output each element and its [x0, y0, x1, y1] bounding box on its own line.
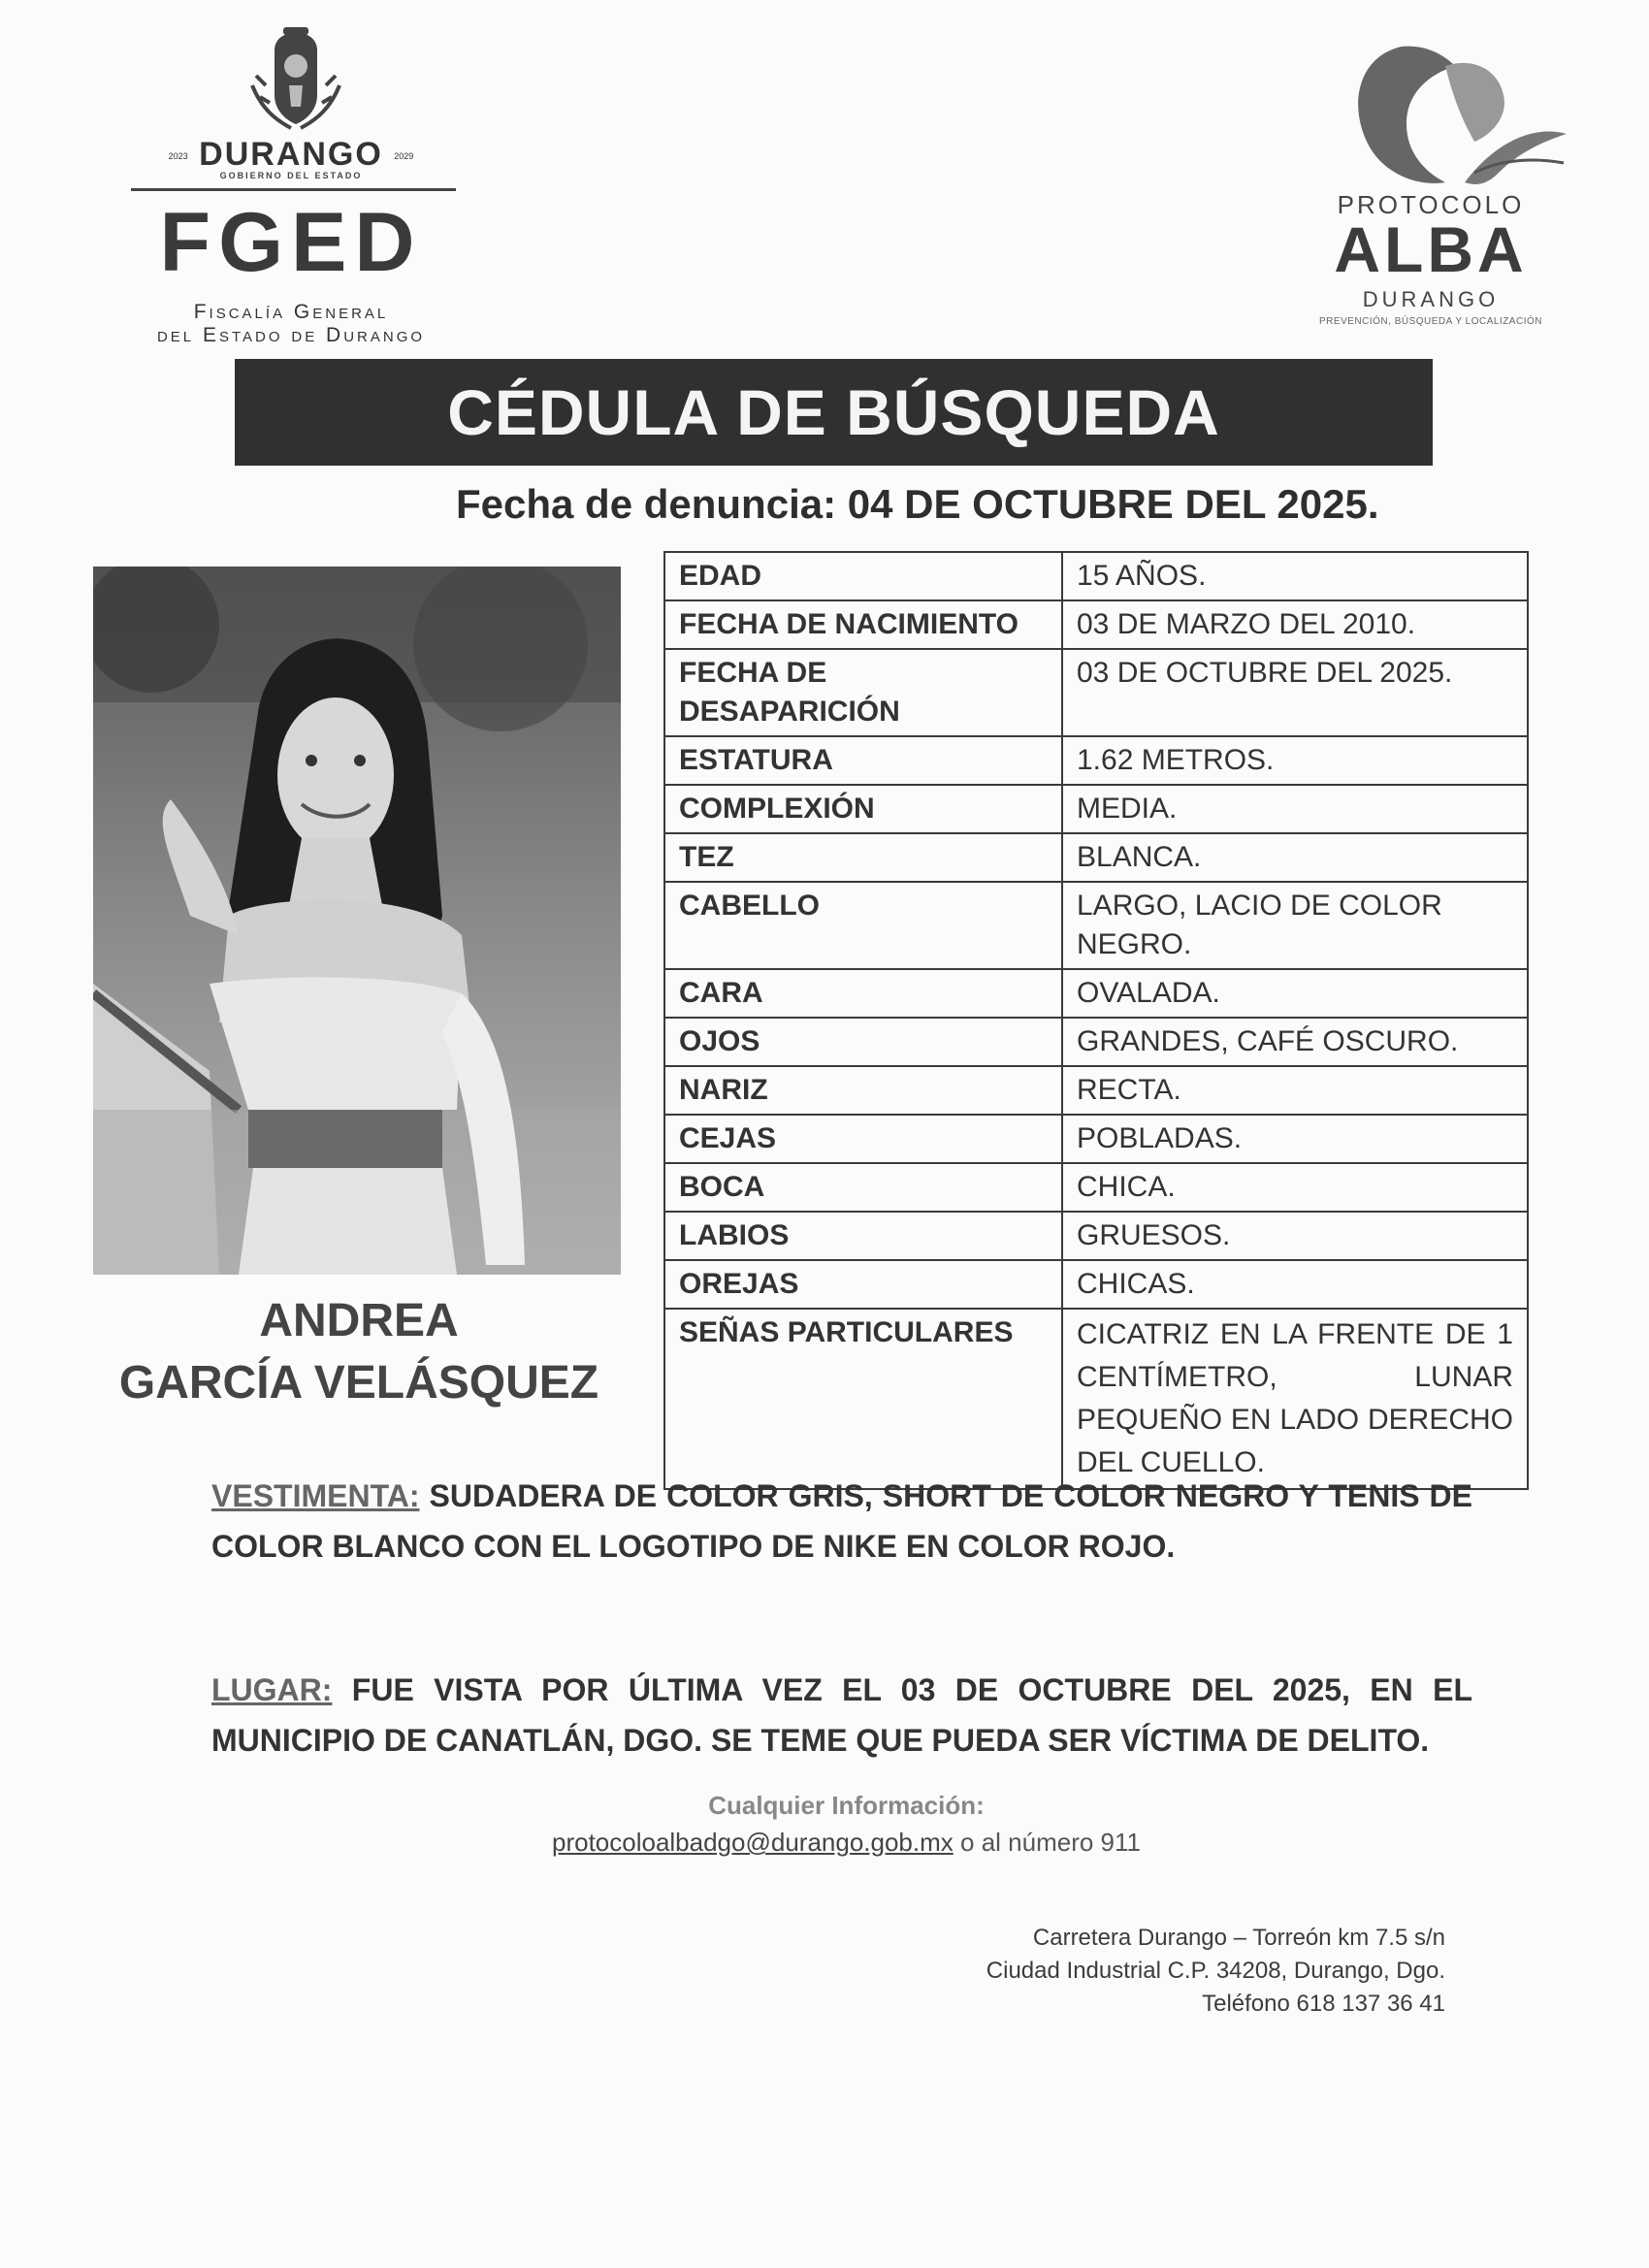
table-row [664, 552, 1528, 600]
alba-durango-label: DURANGO [1362, 287, 1500, 311]
row-label: CABELLO [664, 882, 1062, 969]
row-value: CICATRIZ EN LA FRENTE DE 1 CENTÍMETRO, LUNAR PEQUEÑO EN LADO DERECHO DEL CUELLO. [1062, 1309, 1528, 1489]
contact-line [388, 1828, 1305, 1858]
table-row [664, 1212, 1528, 1260]
table-row [664, 1260, 1528, 1309]
protocolo-alba-logo [1300, 27, 1571, 327]
table-row [664, 1163, 1528, 1212]
row-label: CEJAS [664, 1115, 1062, 1163]
table-row [664, 969, 1528, 1018]
row-value: CHICA. [1062, 1163, 1528, 1212]
details-table [663, 551, 1529, 1490]
protocolo-label: PROTOCOLO [1337, 190, 1525, 219]
table-row [664, 1115, 1528, 1163]
vestimenta-text: SUDADERA DE COLOR GRIS, SHORT DE COLOR NEGRO Y TENIS DE COLOR BLANCO CON EL LOGOTIPO DE NIKE EN COLOR ROJO. [211, 1478, 1473, 1564]
table-row [664, 736, 1528, 785]
row-value: RECTA. [1062, 1066, 1528, 1115]
row-value: GRANDES, CAFÉ OSCURO. [1062, 1018, 1528, 1066]
durango-wordmark: 2023 DURANGO 2029 [168, 136, 414, 173]
title-banner [235, 359, 1433, 466]
person-first-name: ANDREA [259, 1295, 459, 1346]
row-label: CARA [664, 969, 1062, 1018]
contact-phone: o al número 911 [960, 1828, 1141, 1857]
lugar-paragraph [211, 1665, 1472, 1766]
fecha-denuncia: Fecha de denuncia: 04 DE OCTUBRE DEL 2025. [456, 481, 1379, 527]
table-row [664, 882, 1528, 969]
row-label: OJOS [664, 1018, 1062, 1066]
row-label: BOCA [664, 1163, 1062, 1212]
row-value: 15 AÑOS. [1062, 552, 1528, 600]
row-value: 03 DE OCTUBRE DEL 2025. [1062, 649, 1528, 736]
lugar-text: FUE VISTA POR ÚLTIMA VEZ EL 03 DE OCTUBRE DEL 2025, EN EL MUNICIPIO DE CANATLÁN, DGO. SE TEME QUE PUEDA SER VÍCTIMA DE DELITO. [211, 1672, 1473, 1758]
row-label: SEÑAS PARTICULARES [664, 1309, 1062, 1489]
row-value: MEDIA. [1062, 785, 1528, 833]
page-title: CÉDULA DE BÚSQUEDA [447, 376, 1220, 448]
row-value: GRUESOS. [1062, 1212, 1528, 1260]
row-value: OVALADA. [1062, 969, 1528, 1018]
row-value: POBLADAS. [1062, 1115, 1528, 1163]
row-value: 03 DE MARZO DEL 2010. [1062, 600, 1528, 649]
woman-profile-icon [1310, 27, 1571, 192]
table-row [664, 833, 1528, 882]
table-row [664, 649, 1528, 736]
row-label: FECHA DE NACIMIENTO [664, 600, 1062, 649]
gobierno-label: GOBIERNO DEL ESTADO [219, 171, 363, 180]
row-label: NARIZ [664, 1066, 1062, 1115]
contact-title: Cualquier Información: [708, 1791, 985, 1820]
row-label: OREJAS [664, 1260, 1062, 1309]
vestimenta-label: VESTIMENTA: [211, 1478, 420, 1513]
vestimenta-paragraph [211, 1471, 1472, 1571]
alba-wordmark: ALBA [1334, 213, 1528, 285]
address-line: Carretera Durango – Torreón km 7.5 s/n [1032, 1925, 1445, 1951]
logo-divider [131, 188, 456, 191]
missing-person-photo [93, 567, 621, 1275]
row-label: EDAD [664, 552, 1062, 600]
row-label: COMPLEXIÓN [664, 785, 1062, 833]
fged-logo [126, 27, 456, 346]
table-row [664, 1309, 1528, 1489]
person-last-names: GARCÍA VELÁSQUEZ [118, 1357, 599, 1409]
row-label: TEZ [664, 833, 1062, 882]
address-phone: Teléfono 618 137 36 41 [1202, 1991, 1445, 2017]
fiscalia-label: Fiscalía General del Estado de Durango [156, 301, 426, 346]
address-line: Ciudad Industrial C.P. 34208, Durango, Dgo. [986, 1958, 1445, 1984]
table-row [664, 600, 1528, 649]
row-value: CHICAS. [1062, 1260, 1528, 1309]
row-label: FECHA DE DESAPARICIÓN [664, 649, 1062, 736]
alba-tagline: PREVENCIÓN, BÚSQUEDA Y LOCALIZACIÓN [1319, 316, 1542, 327]
row-value: BLANCA. [1062, 833, 1528, 882]
row-value: 1.62 METROS. [1062, 736, 1528, 785]
table-row [664, 1018, 1528, 1066]
fged-wordmark: FGED [159, 196, 423, 289]
durango-seal-icon [242, 27, 349, 134]
contact-email-link[interactable]: protocoloalbadgo@durango.gob.mx [551, 1828, 954, 1857]
person-name [92, 1290, 626, 1414]
lugar-label: LUGAR: [211, 1672, 333, 1707]
row-label: LABIOS [664, 1212, 1062, 1260]
row-value: LARGO, LACIO DE COLOR NEGRO. [1062, 882, 1528, 969]
table-row [664, 785, 1528, 833]
table-row [664, 1066, 1528, 1115]
row-label: ESTATURA [664, 736, 1062, 785]
